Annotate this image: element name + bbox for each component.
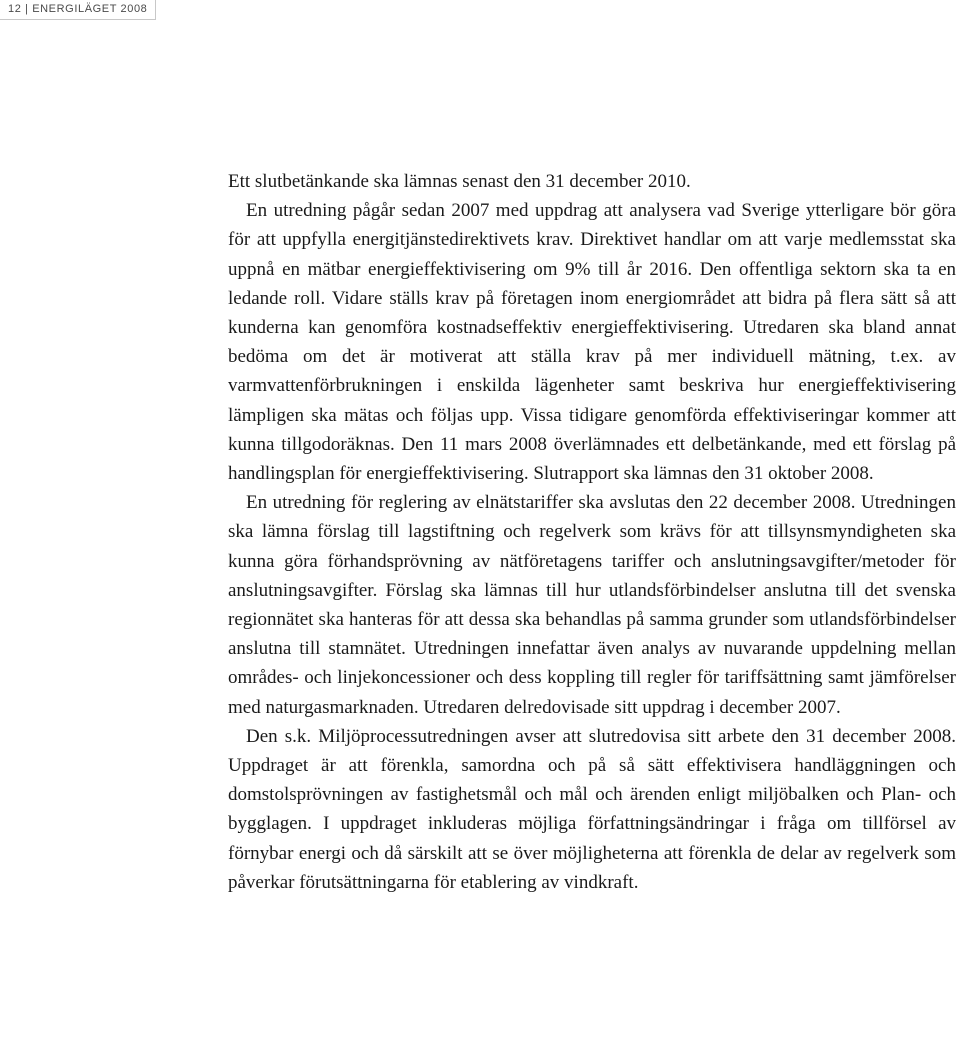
paragraph-energy-services-directive: En utredning pågår sedan 2007 med uppdrag att analysera vad Sverige ytterligare bör göra för att uppfylla energitjänstedirektivets krav. Direktivet handlar om att varje medlemsstat ska uppnå en mätbar energieffektivisering om 9% till år 2016. Den offentliga sektorn ska ta en ledande roll. Vidare ställs krav på företagen inom energiområdet att bidra på flera sätt så att kunderna kan genomföra kostnadseffektiv energieffektivisering. Utredaren ska bland annat bedöma om det är motiverat att ställa krav på mer individuell mätning, t.ex. av varmvattenförbrukningen i enskilda lägenheter samt beskriva hur energieffektivisering lämpligen ska mätas och följas upp. Vissa tidigare genomförda effektiviseringar kommer att kunna tillgodoräknas. Den 11 mars 2008 överlämnades ett delbetänkande, med ett förslag på handlingsplan för energieffektivisering. Slutrapport ska lämnas den 31 oktober 2008. <box>228 200 956 485</box>
paragraph-final-report-deadline: Ett slutbetänkande ska lämnas senast den 31 december 2010. <box>228 171 691 192</box>
paragraph-environmental-process: Den s.k. Miljöprocessutredningen avser att slutredovisa sitt arbete den 31 december 2008. Uppdraget är att förenkla, samordna och på så sätt effektivisera handläggningen och domstolsprövningen av fastighetsmål och mål och ärenden enligt miljöbalken och Plan- och bygglagen. I uppdraget inkluderas möjliga författningsändringar i fråga om tillförsel av förnybar energi och då särskilt att se över möjligheterna att förenkla de delar av regelverk som påverkar förutsättningarna för etablering av vindkraft. <box>228 725 956 893</box>
paragraph-grid-tariffs: En utredning för reglering av elnätstariffer ska avslutas den 22 december 2008. Utredningen ska lämna förslag till lagstiftning och regelverk som krävs för att tillsynsmyndigheten ska kunna göra förhandsprövning av nätföretagens tariffer och anslutningsavgifter/metoder för anslutningsavgifter. Förslag ska lämnas till hur utlandsförbindelser anslutna till det svenska regionnätet ska hanteras för att dessa ska behandlas på samma grunder som utlandsförbindelser anslutna till stamnätet. Utredningen innefattar även analys av nuvarande uppdelning mellan områdes- och linjekoncessioner och dess koppling till regler för tariffsättning samt jämförelser med naturgasmarknaden. Utredaren delredovisade sitt uppdrag i december 2007. <box>228 492 956 718</box>
body-text <box>228 167 956 897</box>
running-header: 12 | ENERGILÄGET 2008 <box>0 0 156 20</box>
